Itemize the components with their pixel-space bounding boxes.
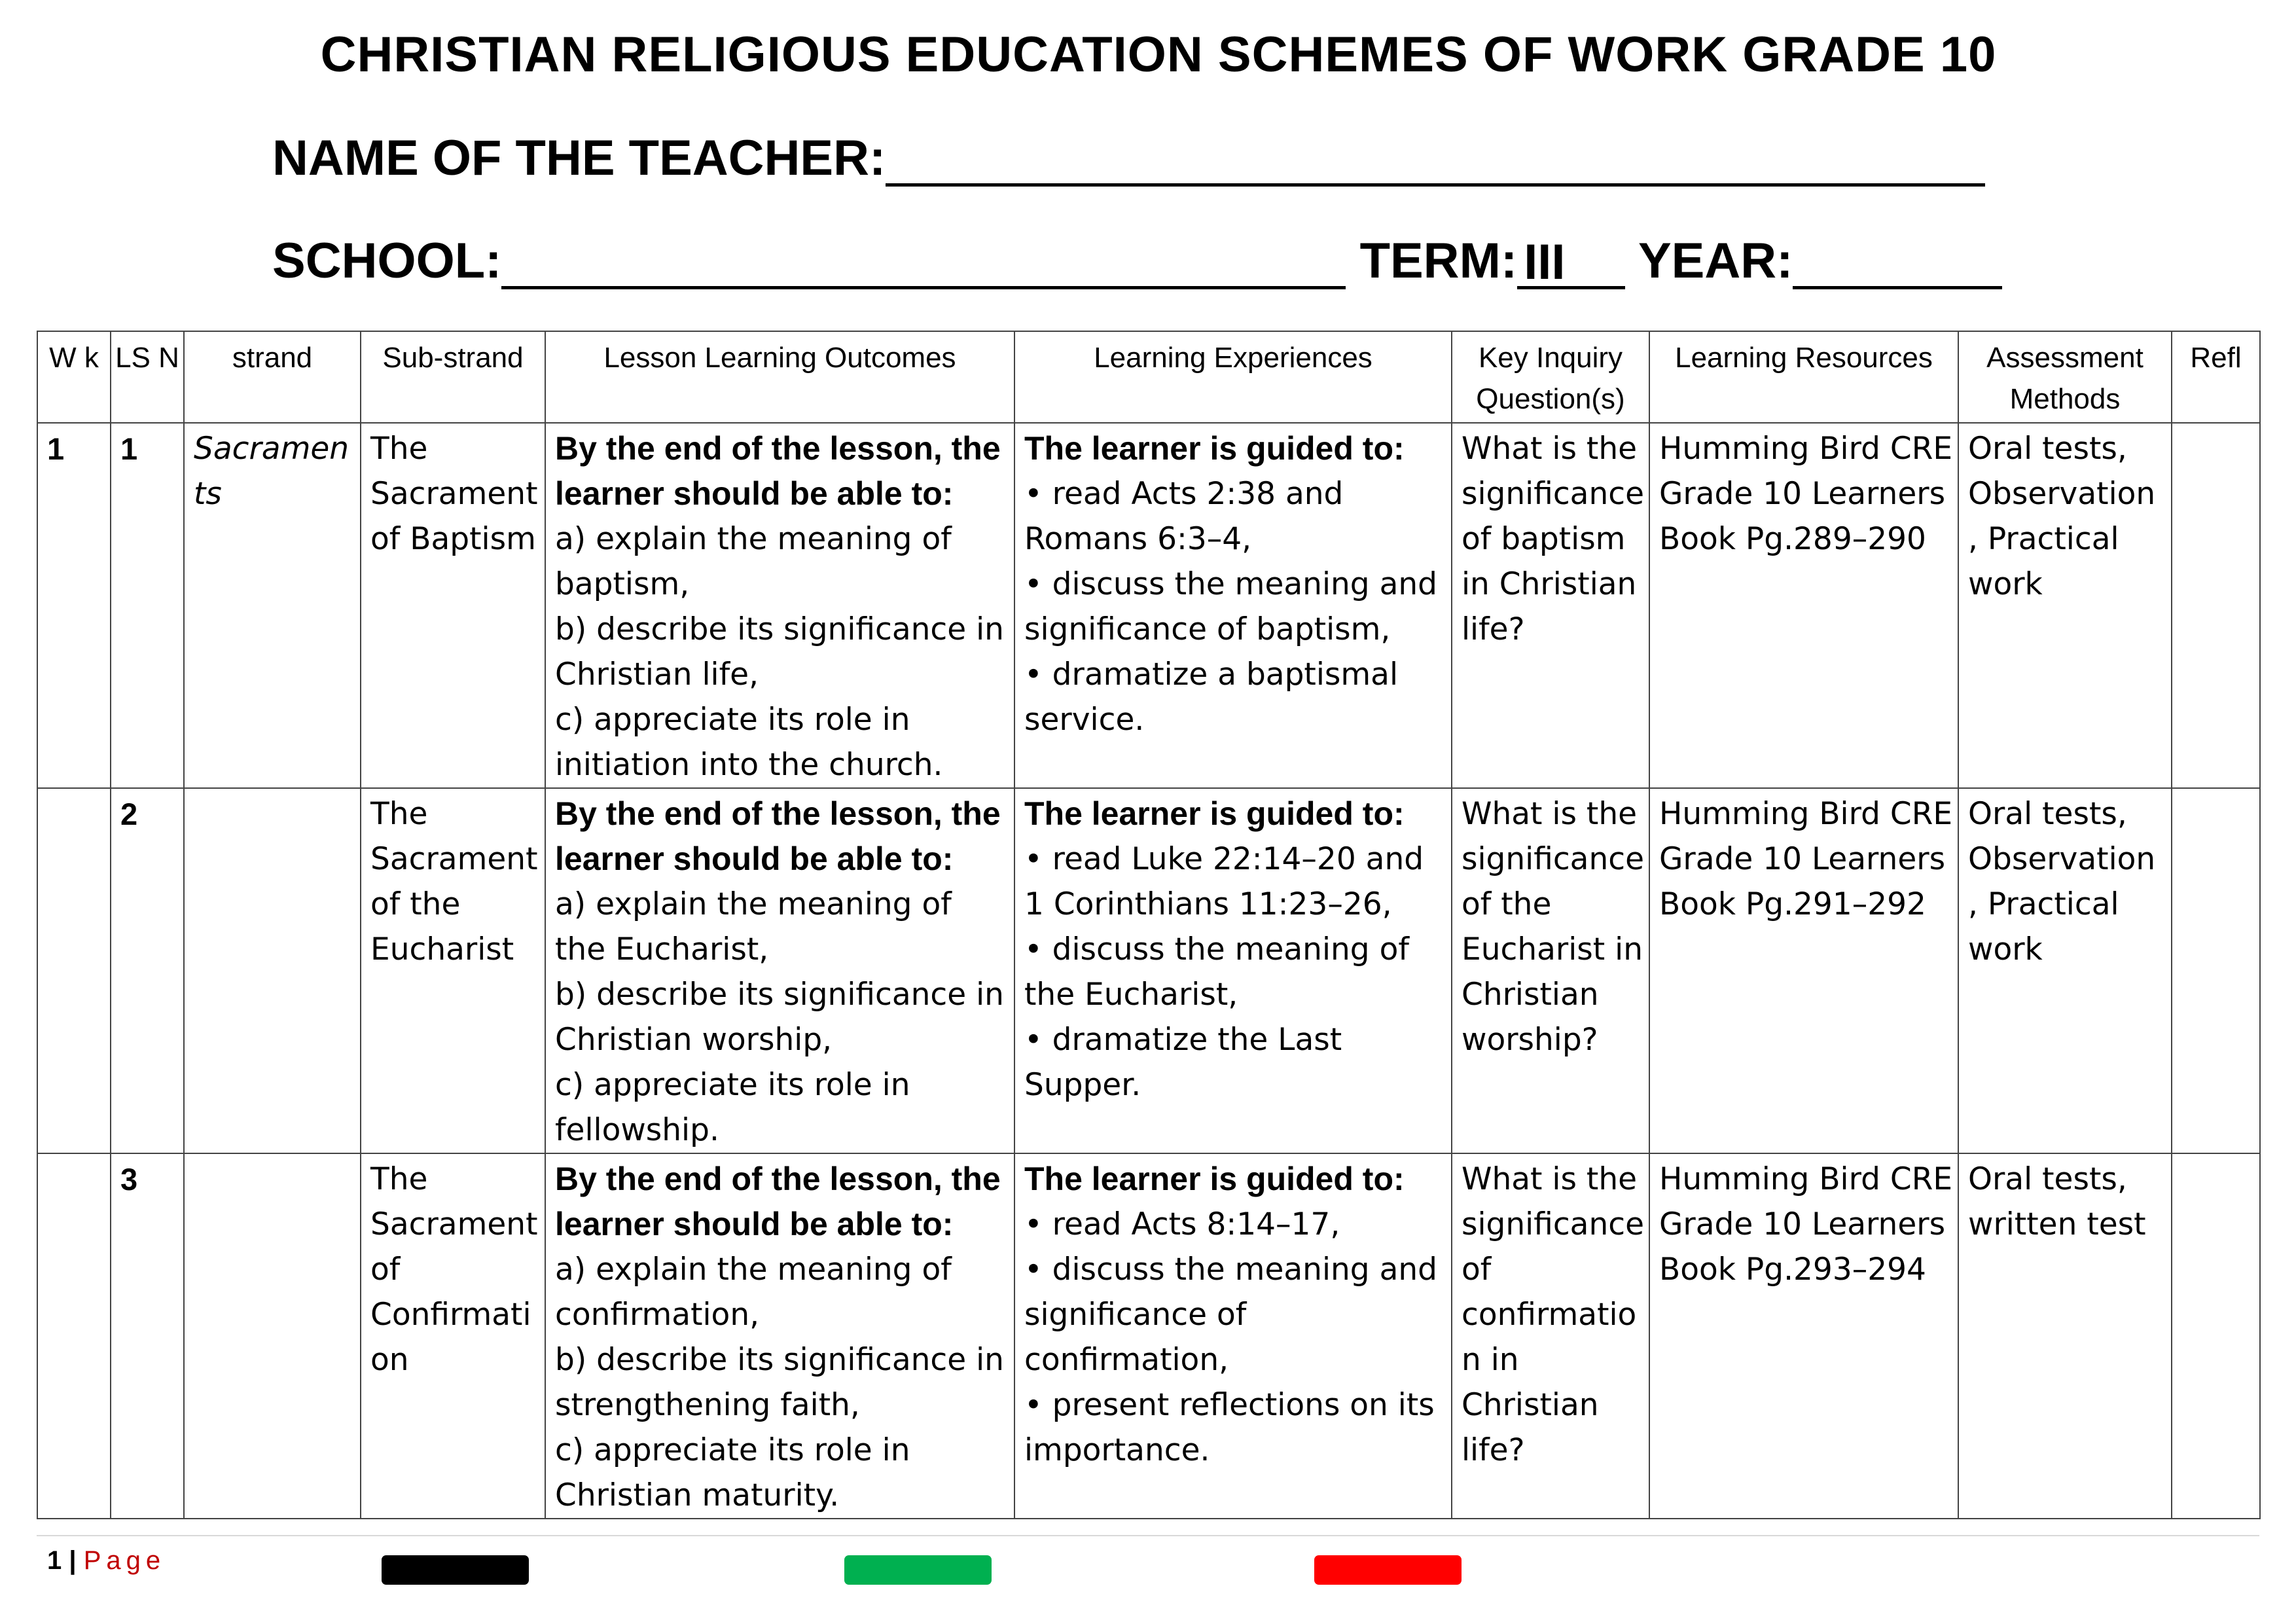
substrand-cell: The Sacrament of Confirmation — [361, 1153, 545, 1519]
assessment-cell: Oral tests, Observation , Practical work — [1958, 788, 2172, 1153]
experience-item: • read Acts 2:38 and Romans 6:3–4, — [1024, 476, 1344, 557]
experience-item: • present reflections on its importance. — [1024, 1387, 1435, 1468]
column-header-inquiry: Key Inquiry Question(s) — [1452, 331, 1649, 423]
outcome-item: a) explain the meaning of confirmation, — [555, 1252, 952, 1333]
experience-item: • dramatize a baptismal service. — [1024, 657, 1399, 738]
week-cell — [37, 788, 111, 1153]
school-blank[interactable] — [501, 234, 1346, 289]
teacher-name-blank[interactable] — [886, 131, 1985, 187]
substrand-cell: The Sacrament of Baptism — [361, 423, 545, 788]
substrand-cell: The Sacrament of the Eucharist — [361, 788, 545, 1153]
reflection-cell[interactable] — [2172, 788, 2260, 1153]
column-header-resources: Learning Resources — [1649, 331, 1958, 423]
experiences-intro: The learner is guided to: — [1024, 795, 1405, 832]
experience-item: • discuss the meaning of the Eucharist, — [1024, 931, 1409, 1013]
column-header-outcomes: Lesson Learning Outcomes — [545, 331, 1014, 423]
document-title: CHRISTIAN RELIGIOUS EDUCATION SCHEMES OF WORK GRADE 10 — [320, 27, 1997, 82]
outcome-item: b) describe its significance in strengthening faith, — [555, 1342, 1004, 1423]
experiences-intro: The learner is guided to: — [1024, 430, 1405, 467]
page-word: Page — [83, 1546, 166, 1575]
lesson-cell: 1 — [111, 423, 184, 788]
strand-cell: Sacraments — [184, 423, 361, 788]
experience-item: • discuss the meaning and significance of confirmation, — [1024, 1252, 1437, 1378]
outcome-item: c) appreciate its role in initiation into the church. — [555, 702, 943, 783]
column-header-assessment: Assessment Methods — [1958, 331, 2172, 423]
outcome-item: c) appreciate its role in fellowship. — [555, 1067, 910, 1148]
teacher-name-line — [272, 130, 1985, 187]
year-label: YEAR: — [1638, 233, 1793, 289]
assessment-cell: Oral tests, written test — [1958, 1153, 2172, 1519]
outcomes-intro: By the end of the lesson, the learner should be able to: — [555, 1161, 1001, 1242]
outcome-item: a) explain the meaning of the Eucharist, — [555, 886, 952, 967]
resources-cell: Humming Bird CRE Grade 10 Learners Book Pg.289–290 — [1649, 423, 1958, 788]
outcome-item: a) explain the meaning of baptism, — [555, 521, 952, 602]
term-value[interactable]: III — [1517, 234, 1625, 289]
column-header-substrand: Sub-strand — [361, 331, 545, 423]
experience-item: • dramatize the Last Supper. — [1024, 1022, 1342, 1103]
inquiry-cell: What is the significance of confirmation in Christian life? — [1452, 1153, 1649, 1519]
column-header-lesson: LS N — [111, 331, 184, 423]
teacher-name-label: NAME OF THE TEACHER: — [272, 130, 886, 186]
outcomes-intro: By the end of the lesson, the learner should be able to: — [555, 430, 1001, 512]
lesson-cell: 2 — [111, 788, 184, 1153]
footer-bar-red — [1314, 1555, 1462, 1585]
table-header-row — [37, 331, 2260, 423]
outcome-item: b) describe its significance in Christian life, — [555, 611, 1004, 693]
table-row — [37, 423, 2260, 788]
week-cell — [37, 1153, 111, 1519]
inquiry-cell: What is the significance of baptism in Christian life? — [1452, 423, 1649, 788]
year-blank[interactable] — [1793, 234, 2002, 289]
lesson-cell: 3 — [111, 1153, 184, 1519]
outcome-item: c) appreciate its role in Christian maturity. — [555, 1432, 910, 1513]
resources-cell: Humming Bird CRE Grade 10 Learners Book Pg.291–292 — [1649, 788, 1958, 1153]
page-number-footer — [47, 1546, 166, 1576]
experiences-cell — [1014, 1153, 1452, 1519]
column-header-strand: strand — [184, 331, 361, 423]
reflection-cell[interactable] — [2172, 1153, 2260, 1519]
schemes-of-work-table — [37, 331, 2261, 1519]
page-number: 1 — [47, 1546, 62, 1575]
experiences-cell — [1014, 423, 1452, 788]
table-row — [37, 788, 2260, 1153]
page-separator: | — [69, 1546, 77, 1575]
table-row — [37, 1153, 2260, 1519]
footer-bar-green — [844, 1555, 992, 1585]
footer-bar-black — [382, 1555, 529, 1585]
column-header-week: W k — [37, 331, 111, 423]
week-cell: 1 — [37, 423, 111, 788]
outcomes-intro: By the end of the lesson, the learner should be able to: — [555, 795, 1001, 877]
strand-cell — [184, 788, 361, 1153]
experience-item: • discuss the meaning and significance of baptism, — [1024, 566, 1437, 647]
term-label: TERM: — [1359, 233, 1518, 289]
experiences-intro: The learner is guided to: — [1024, 1161, 1405, 1197]
school-term-year-line — [272, 232, 2002, 289]
strand-cell — [184, 1153, 361, 1519]
outcomes-cell — [545, 1153, 1014, 1519]
outcomes-cell — [545, 423, 1014, 788]
column-header-experiences: Learning Experiences — [1014, 331, 1452, 423]
experience-item: • read Luke 22:14–20 and 1 Corinthians 11:23–26, — [1024, 841, 1424, 922]
footer-divider — [37, 1535, 2259, 1536]
experiences-cell — [1014, 788, 1452, 1153]
outcome-item: b) describe its significance in Christian worship, — [555, 977, 1004, 1058]
reflection-cell[interactable] — [2172, 423, 2260, 788]
school-label: SCHOOL: — [272, 233, 502, 289]
experience-item: • read Acts 8:14–17, — [1024, 1206, 1340, 1242]
assessment-cell: Oral tests, Observation , Practical work — [1958, 423, 2172, 788]
inquiry-cell: What is the significance of the Eucharist in Christian worship? — [1452, 788, 1649, 1153]
outcomes-cell — [545, 788, 1014, 1153]
column-header-reflection: Refl — [2172, 331, 2260, 423]
resources-cell: Humming Bird CRE Grade 10 Learners Book Pg.293–294 — [1649, 1153, 1958, 1519]
